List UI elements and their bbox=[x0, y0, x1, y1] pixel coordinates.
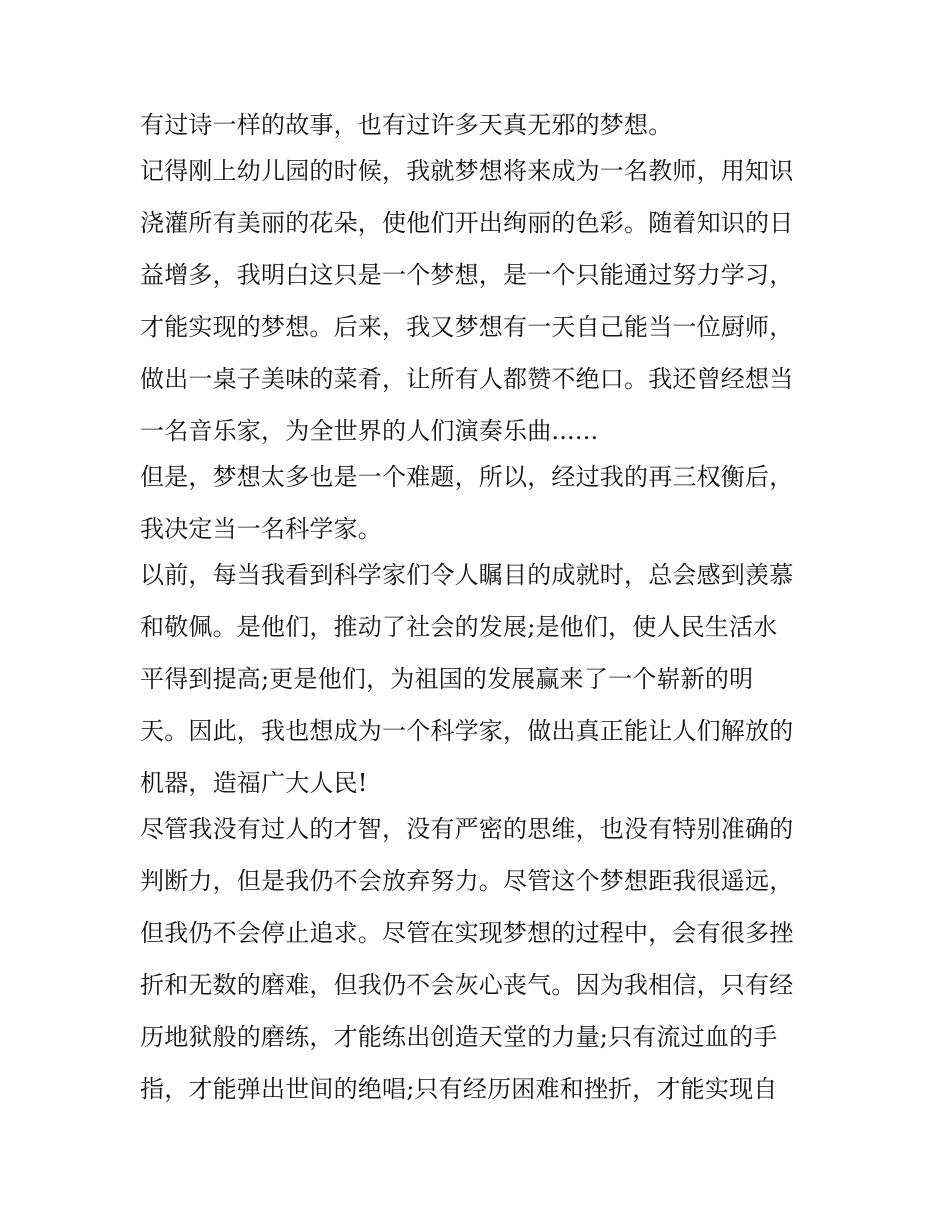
text-line: 浇灌所有美丽的花朵，使他们开出绚丽的色彩。随着知识的日 bbox=[140, 209, 794, 237]
text-line: 以前，每当我看到科学家们令人瞩目的成就时，总会感到羡慕 bbox=[140, 561, 794, 589]
text-line: 折和无数的磨难，但我仍不会灰心丧气。因为我相信，只有经 bbox=[140, 971, 794, 999]
text-line: 尽管我没有过人的才智，没有严密的思维，也没有特别准确的 bbox=[140, 815, 794, 843]
text-line: 益增多，我明白这只是一个梦想，是一个只能通过努力学习， bbox=[140, 261, 794, 289]
document-body bbox=[140, 110, 830, 1104]
text-line: 判断力，但是我仍不会放弃努力。尽管这个梦想距我很遥远， bbox=[140, 867, 794, 895]
text-line: 历地狱般的磨练，才能练出创造天堂的力量;只有流过血的手 bbox=[140, 1023, 778, 1051]
text-line: 一名音乐家，为全世界的人们演奏乐曲...... bbox=[140, 417, 599, 445]
text-line: 我决定当一名科学家。 bbox=[140, 515, 382, 543]
text-line: 做出一桌子美味的菜肴，让所有人都赞不绝口。我还曾经想当 bbox=[140, 365, 794, 393]
text-line: 但是，梦想太多也是一个难题，所以，经过我的再三权衡后， bbox=[140, 463, 794, 491]
text-line: 平得到提高;更是他们，为祖国的发展赢来了一个崭新的明 bbox=[140, 665, 754, 693]
text-line: 机器，造福广大人民! bbox=[140, 769, 368, 797]
text-line: 天。因此，我也想成为一个科学家，做出真正能让人们解放的 bbox=[140, 717, 794, 745]
text-line: 有过诗一样的故事，也有过许多天真无邪的梦想。 bbox=[140, 111, 673, 139]
text-line: 才能实现的梦想。后来，我又梦想有一天自己能当一位厨师， bbox=[140, 313, 794, 341]
text-line: 但我仍不会停止追求。尽管在实现梦想的过程中，会有很多挫 bbox=[140, 919, 794, 947]
text-line: 指，才能弹出世间的绝唱;只有经历困难和挫折，才能实现自 bbox=[140, 1075, 778, 1103]
text-line: 记得刚上幼儿园的时候，我就梦想将来成为一名教师，用知识 bbox=[140, 157, 794, 185]
text-line: 和敬佩。是他们，推动了社会的发展;是他们，使人民生活水 bbox=[140, 613, 778, 641]
